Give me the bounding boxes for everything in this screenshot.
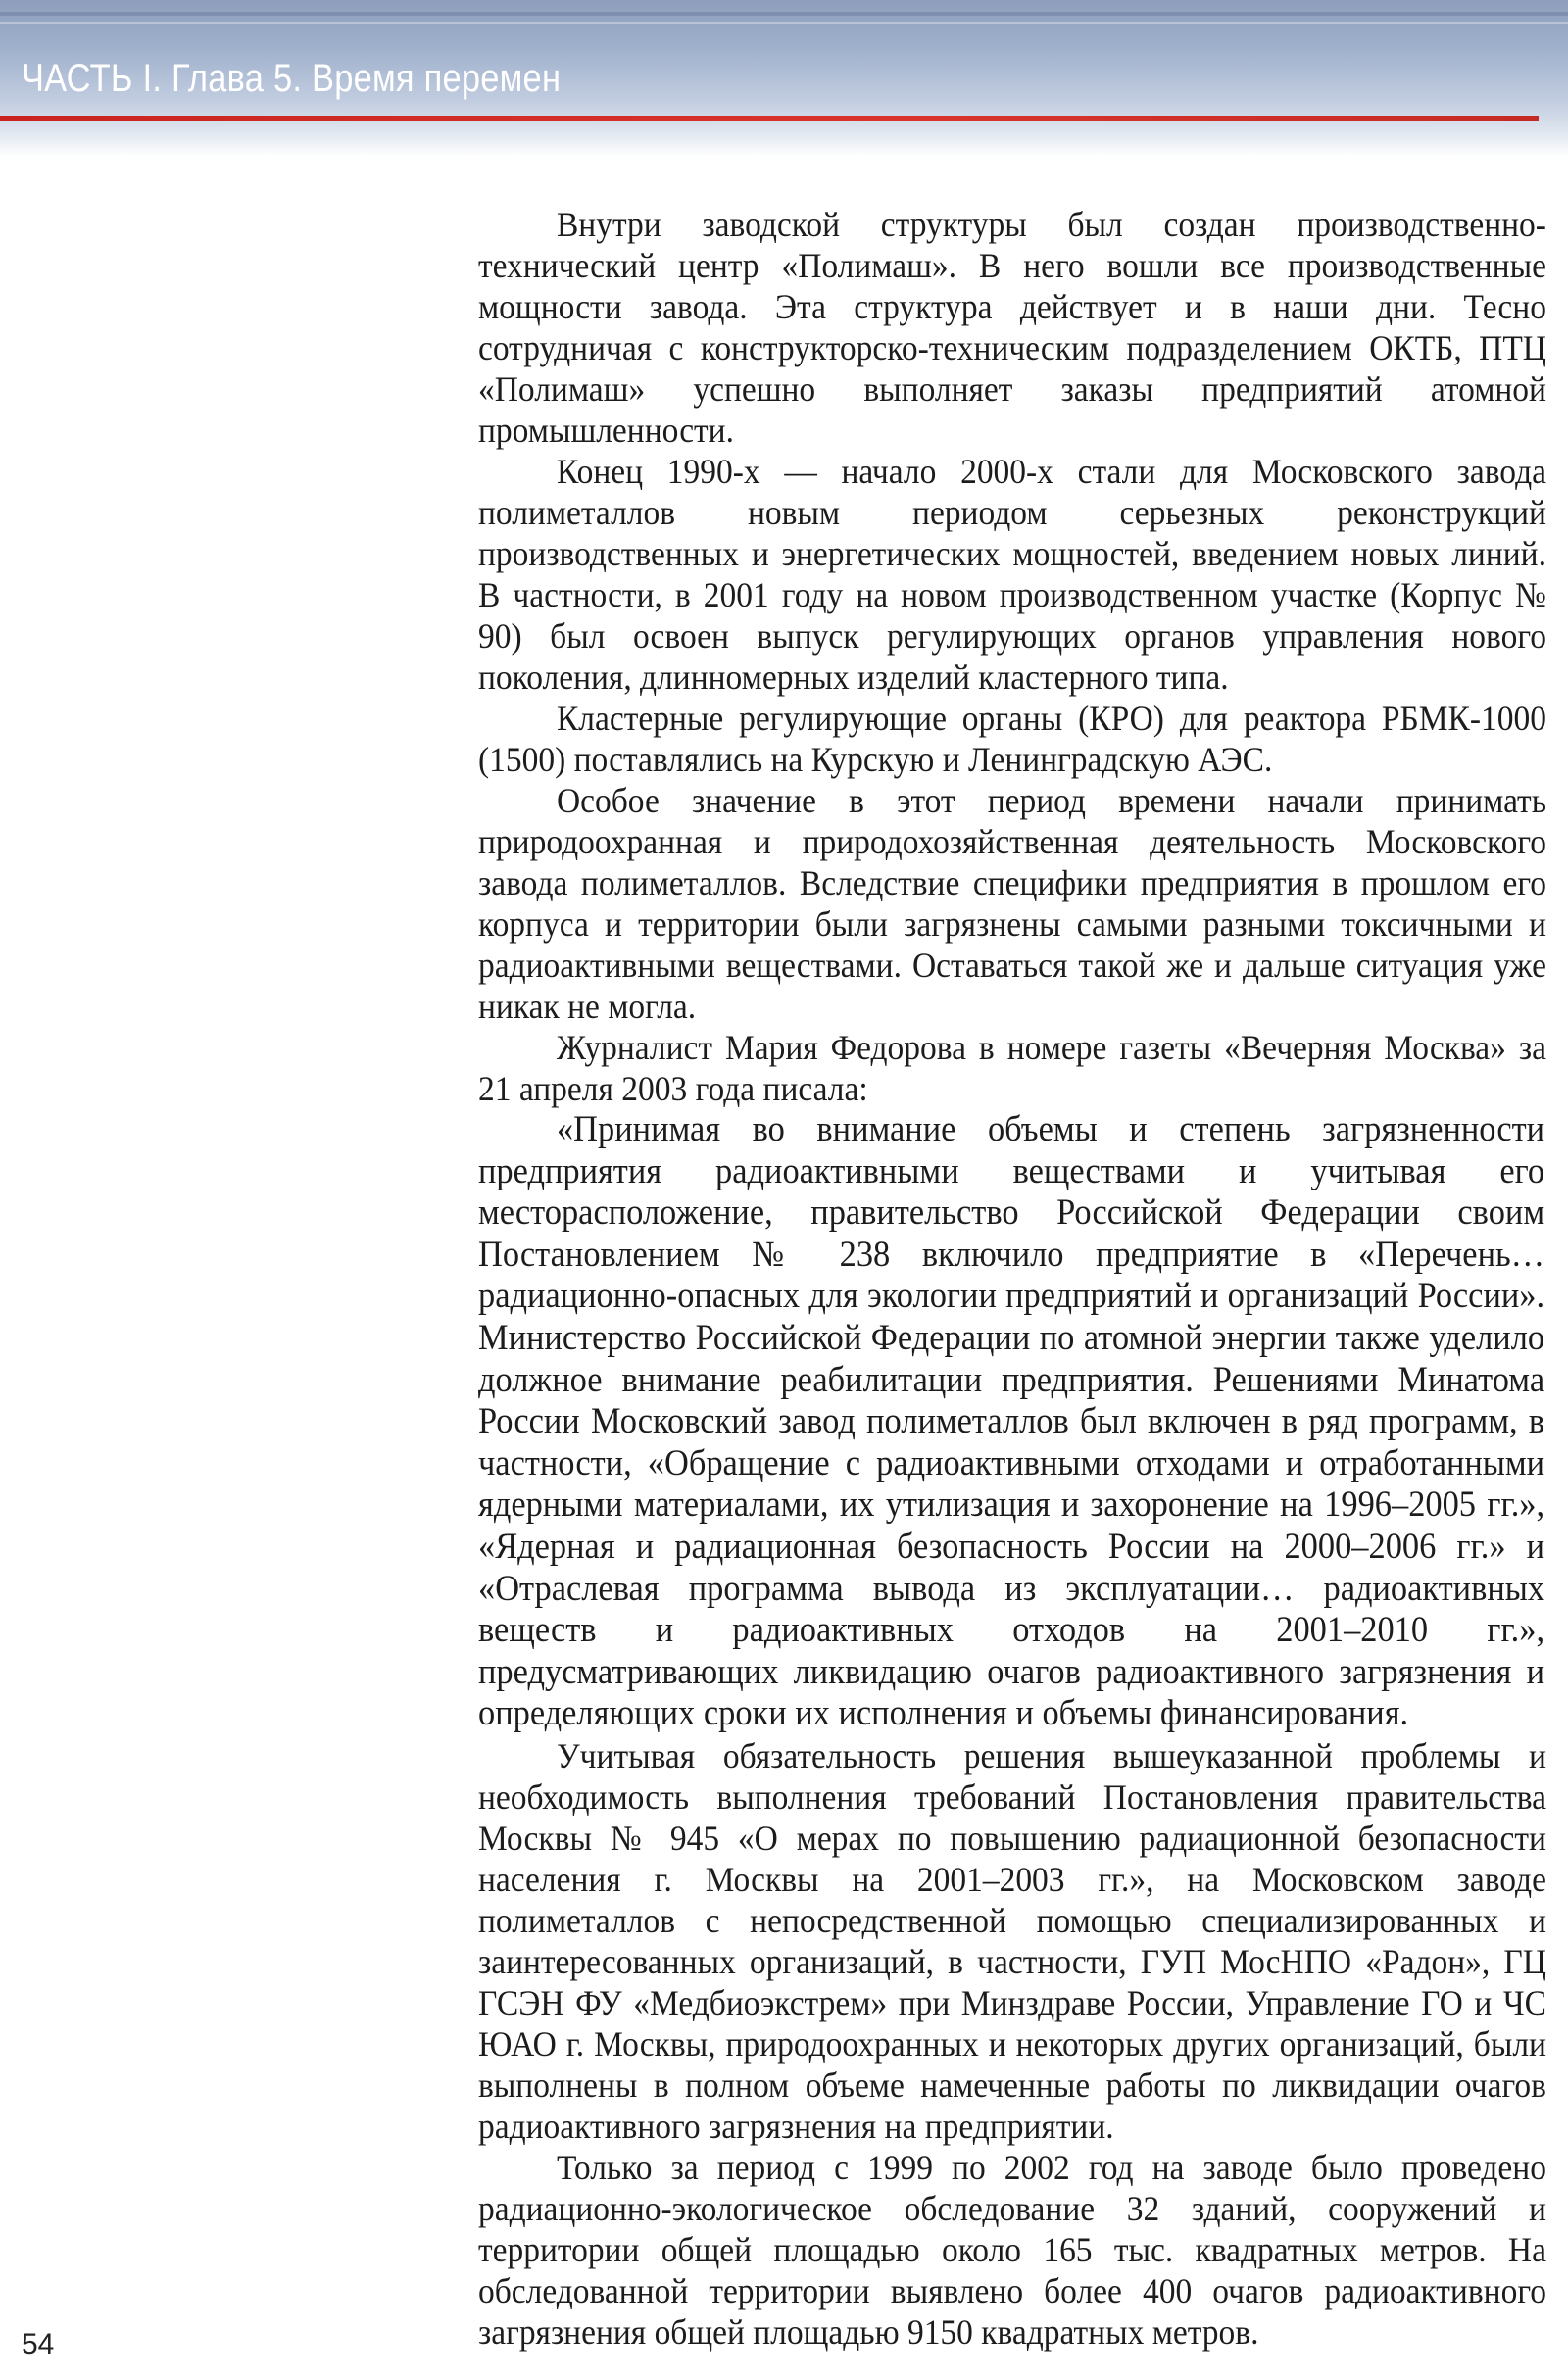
paragraph-5: Журналист Мария Федорова в номере газеты «Вечерняя Москва» за 21 апреля 2003 года писала: xyxy=(478,1028,1546,1108)
red-divider-rule xyxy=(0,116,1539,121)
running-title: ЧАСТЬ I. Глава 5. Время перемен xyxy=(22,57,562,100)
paragraph-3: Кластерные регулирующие органы (КРО) для реактора РБМК-1000 (1500) поставлялись на Курскую и Ленинградскую АЭС. xyxy=(478,699,1546,779)
paragraph-8: Только за период с 1999 по 2002 год на заводе было проведено радиационно-экологическое обследование 32 зданий, сооружений и территории общей площадью около 165 тыс. квадратных метров. На обследованной территории выявлено более 400 очагов радиоактивного загрязнения общей площадью 9150 квадратных метров. xyxy=(478,2147,1546,2352)
header-band xyxy=(0,0,1568,157)
page-number: 54 xyxy=(22,2328,55,2360)
paragraph-1: Внутри заводской структуры был создан производственно-технический центр «Полимаш». В него вошли все производственные мощности завода. Эта структура действует и в наши дни. Тесно сотрудничая с конструкторско-техническим подразделением ОКТБ, ПТЦ «Полимаш» успешно выполняет заказы предприятий атомной промышленности. xyxy=(478,205,1546,450)
paragraph-7: Учитывая обязательность решения вышеуказанной проблемы и необходимость выполнения требований Постановления правительства Москвы № 945 «О мерах по повышению радиационной безопасности населения г. Москвы на 2001–2003 гг.», на Московском заводе полиметаллов с непосредственной помощью специализированных и заинтересованных организаций, в частности, ГУП МосНПО «Радон», ГЦ ГСЭН ФУ «Медбиоэкстрем» при Минздраве России, Управление ГО и ЧС ЮАО г. Москвы, природоохранных и некоторых других организаций, были выполнены в полном объеме намеченные работы по ликвидации очагов радиоактивного загрязнения на предприятии. xyxy=(478,1735,1546,2146)
paragraph-2: Конец 1990-х — начало 2000-х стали для Московского завода полиметаллов новым периодом серьезных реконструкций производственных и энергетических мощностей, введением новых линий. В частности, в 2001 году на новом производственном участке (Корпус № 90) был освоен выпуск регулирующих органов управления нового поколения, длинномерных изделий кластерного типа. xyxy=(478,452,1546,697)
paragraph-4: Особое значение в этот период времени начали принимать природоохранная и природохозяйственная деятельность Московского завода полиметаллов. Вследствие специфики предприятия в прошлом его корпуса и территории были загрязнены самыми разными токсичными и радиоактивными веществами. Оставаться такой же и дальше ситуация уже никак не могла. xyxy=(478,781,1546,1026)
header-top-highlight xyxy=(0,22,1568,24)
header-top-stripe xyxy=(0,12,1568,16)
main-text xyxy=(478,204,1546,2353)
newspaper-quote: «Принимая во внимание объемы и степень загрязненности предприятия радиоактивными веществами и учитывая его месторасположение, правительство Российской Федерации своим Постановлением № 238 включило предприятие в «Перечень… радиационно-опасных для экологии предприятий и организаций России». Министерство Российской Федерации по атомной энергии также уделило должное внимание реабилитации предприятия. Решениями Минатома России Московский завод полиметаллов был включен в ряд программ, в частности, «Обращение с радиоактивными отходами и отработанными ядерными материалами, их утилизация и захоронение на 1996–2005 гг.», «Ядерная и радиационная безопасность России на 2000–2006 гг.» и «Отраслевая программа вывода из эксплуатации… радиоактивных веществ и радиоактивных отходов на 2001–2010 гг.», предусматривающих ликвидацию очагов радиоактивного загрязнения и определяющих сроки их исполнения и объемы финансирования. xyxy=(478,1109,1545,1734)
